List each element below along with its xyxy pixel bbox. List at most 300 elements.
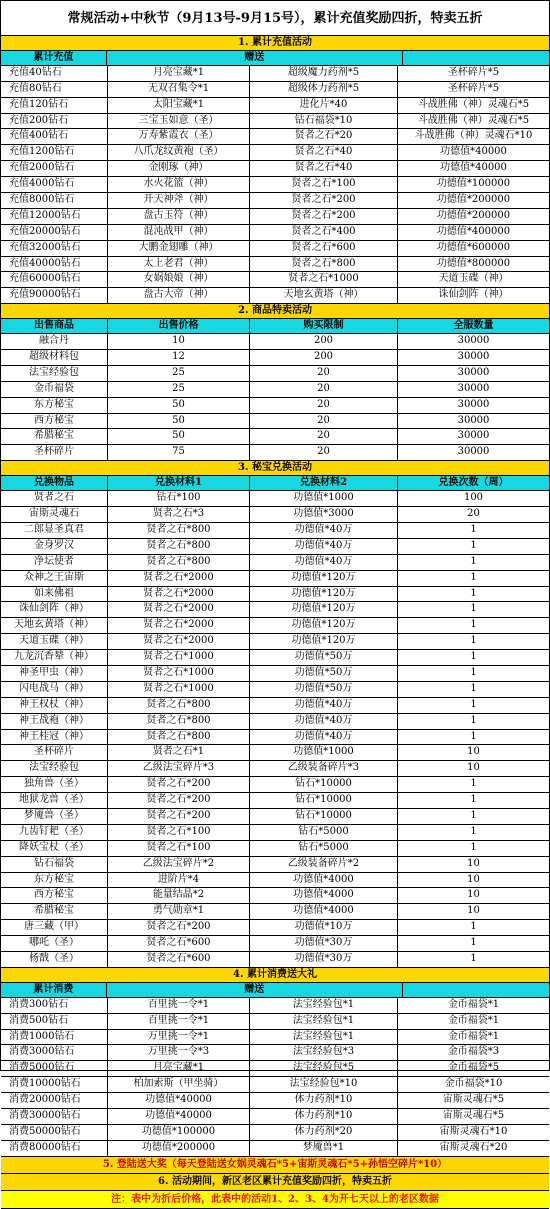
- table-cell: 女娲娘娘（神）: [108, 272, 250, 287]
- table-cell: 200: [250, 350, 398, 365]
- table-cell: 诛仙剑阵（神）: [1, 602, 108, 617]
- table-cell: 功德值*4000: [250, 873, 398, 888]
- table-cell: 宙斯灵魂石: [1, 507, 108, 522]
- table-row: [1, 382, 549, 398]
- table-cell: 贤者之石*40: [250, 161, 398, 176]
- table-cell: 充值20000钻石: [1, 225, 108, 240]
- table-row: [1, 841, 549, 857]
- table-cell: 功德值*120万: [250, 571, 398, 586]
- table-cell: 功德值*120万: [250, 587, 398, 602]
- table-cell: 充值120钻石: [1, 98, 108, 113]
- col-spend: 累计消费: [1, 983, 107, 997]
- table-cell: 消费500钻石: [1, 1014, 108, 1029]
- table-cell: 天道玉碟（神）: [438, 273, 509, 285]
- table-row: [1, 414, 549, 430]
- table-cell: 进化片*40: [250, 98, 398, 113]
- table-cell: 贤者之石*200: [108, 777, 250, 792]
- table-cell: 贤者之石*200: [108, 920, 250, 935]
- table-cell: 贤者之石*600: [108, 936, 250, 951]
- section4-table: [1, 998, 549, 1157]
- footnote: 注：表中为折后价格，此表中的活动1、2、3、4为开七天以上的老区数据: [1, 1191, 549, 1209]
- table-cell: 贤者之石*1000: [250, 272, 398, 287]
- page-title: 常规活动+中秋节（9月13号-9月15号），累计充值奖励四折，特卖五折: [1, 1, 549, 36]
- table-row: [1, 650, 549, 666]
- table-cell: 钻石*100: [108, 491, 250, 506]
- table-cell: 乙级装备碎片*2: [250, 857, 398, 872]
- table-row: [1, 225, 549, 241]
- table-row: [1, 873, 549, 889]
- table-cell: 10: [467, 746, 480, 758]
- table-cell: 贤者之石*600: [250, 241, 398, 256]
- table-cell: 充值2000钻石: [1, 161, 108, 176]
- table-row: [1, 777, 549, 793]
- table-cell: 体力药剂*10: [250, 1093, 398, 1108]
- table-cell: 梦魇兽（圣）: [1, 809, 108, 824]
- table-cell: 闪电战马（神）: [1, 682, 108, 697]
- table-cell: 百里挑一令*1: [108, 998, 250, 1013]
- table-cell: 钻石*5000: [250, 825, 398, 840]
- table-cell: 充值60000钻石: [1, 272, 108, 287]
- table-cell: 神王战袍（神）: [1, 714, 108, 729]
- table-cell: 1: [470, 809, 477, 821]
- table-cell: 净坛使者: [1, 555, 108, 570]
- col-gift: 赠送: [107, 983, 403, 997]
- table-cell: 圣杯碎片: [1, 745, 108, 760]
- table-cell: 贤者之石*600: [108, 952, 250, 967]
- col-server-qty: 全服数量: [398, 319, 549, 333]
- table-cell: 斗战胜佛（神）灵魂石*5: [417, 114, 530, 126]
- table-cell: 1: [470, 539, 477, 551]
- table-cell: 法宝经验包*1: [250, 1030, 398, 1045]
- table-row: [1, 193, 549, 209]
- table-cell: 1: [470, 635, 477, 647]
- table-cell: 消费30000钻石: [1, 1109, 108, 1124]
- table-cell: 贤者之石: [1, 491, 108, 506]
- table-cell: 贤者之石*40: [250, 145, 398, 160]
- table-cell: 盘古大帝（神）: [108, 288, 250, 303]
- table-cell: 杨戬（圣）: [1, 952, 108, 967]
- table-cell: 功德值*100000: [436, 178, 511, 190]
- table-cell: 30000: [457, 398, 490, 410]
- table-cell: 贤者之石*800: [108, 539, 250, 554]
- table-cell: 梦魇兽*1: [250, 1141, 398, 1156]
- table-row: [1, 272, 549, 288]
- table-cell: 贤者之石*1000: [108, 682, 250, 697]
- table-cell: 20: [250, 445, 398, 460]
- table-cell: 1: [470, 651, 477, 663]
- table-cell: 哪吒（圣）: [1, 936, 108, 951]
- table-cell: 希腊秘宝: [1, 429, 108, 444]
- table-cell: 圣杯碎片*5: [447, 66, 500, 78]
- table-row: [1, 507, 549, 523]
- table-cell: 乙级法宝碎片*3: [108, 761, 250, 776]
- table-cell: 体力药剂*20: [250, 1125, 398, 1140]
- table-row: [1, 745, 549, 761]
- table-cell: 众神之王宙斯: [1, 571, 108, 586]
- table-cell: 法宝经验包*10: [250, 1077, 398, 1092]
- table-row: [1, 857, 549, 873]
- section3-heading: 3. 秘宝兑换活动: [1, 461, 549, 476]
- table-cell: 1: [470, 952, 477, 964]
- table-cell: 功德值*40000: [440, 162, 507, 174]
- table-cell: 乙级装备碎片*3: [250, 761, 398, 776]
- table-cell: 充值40钻石: [1, 66, 108, 81]
- table-cell: 斗战胜佛（神）灵魂石*10: [414, 130, 533, 142]
- table-cell: 法宝经验包: [1, 761, 108, 776]
- table-row: [1, 888, 549, 904]
- table-row: [1, 714, 549, 730]
- table-cell: 贤者之石*1000: [108, 650, 250, 665]
- table-cell: 贤者之石*2000: [108, 618, 250, 633]
- table-cell: 天地玄黄塔（神）: [250, 288, 398, 303]
- table-cell: 贤者之石*2000: [108, 634, 250, 649]
- table-cell: 金币福袋*1: [447, 998, 500, 1010]
- table-cell: 30000: [457, 430, 490, 442]
- table-cell: 1: [470, 794, 477, 806]
- table-cell: 50: [108, 398, 250, 413]
- table-cell: 充值40000钻石: [1, 257, 108, 272]
- table-cell: 金身罗汉: [1, 539, 108, 554]
- table-cell: 1: [470, 682, 477, 694]
- table-cell: 宙斯灵魂石*10: [439, 1125, 508, 1137]
- table-cell: 30000: [457, 366, 490, 378]
- table-cell: 1: [470, 666, 477, 678]
- table-cell: 功德值*30万: [250, 952, 398, 967]
- table-row: [1, 936, 549, 952]
- section5-login-reward: 5. 登陆送大奖（每天登陆送女娲灵魂石*5+宙斯灵魂石*5+孙悟空碎片*10）: [1, 1157, 549, 1174]
- table-cell: 功德值*10万: [250, 920, 398, 935]
- table-cell: 10: [467, 905, 480, 917]
- table-cell: 30000: [457, 351, 490, 363]
- table-cell: 西方秘宝: [1, 414, 108, 429]
- col-weekly-count: 兑换次数（周）: [398, 476, 549, 490]
- table-cell: 消费3000钻石: [1, 1045, 108, 1060]
- table-cell: 诛仙剑阵（神）: [438, 289, 509, 301]
- table-cell: 25: [108, 382, 250, 397]
- table-row: [1, 539, 549, 555]
- section2-heading: 2. 商品特卖活动: [1, 304, 549, 319]
- table-cell: 盘古玉符（神）: [108, 209, 250, 224]
- table-row: [1, 114, 549, 130]
- table-cell: 贤者之石*2000: [108, 571, 250, 586]
- table-cell: 东方秘宝: [1, 873, 108, 888]
- table-cell: 功德值*40万: [250, 698, 398, 713]
- table-row: [1, 587, 549, 603]
- table-row: [1, 793, 549, 809]
- table-cell: 贤者之石*200: [250, 209, 398, 224]
- table-cell: 贤者之石*100: [250, 177, 398, 192]
- table-cell: 1: [470, 730, 477, 742]
- table-cell: 金刚琢（神）: [108, 161, 250, 176]
- table-cell: 钻石福袋*10: [250, 114, 398, 129]
- table-cell: 消费20000钻石: [1, 1093, 108, 1108]
- table-cell: 10: [467, 857, 480, 869]
- table-cell: 功德值*200000: [436, 194, 511, 206]
- table-row: [1, 523, 549, 539]
- table-row: [1, 666, 549, 682]
- table-cell: 钻石*10000: [250, 809, 398, 824]
- table-cell: 融合丹: [1, 334, 108, 349]
- table-cell: 法宝经验包*1: [250, 1014, 398, 1029]
- table-cell: 超级魔力药剂*5: [250, 66, 398, 81]
- col-price: 出售价格: [108, 319, 250, 333]
- table-row: [1, 177, 549, 193]
- col-gift-extra: [403, 983, 549, 997]
- table-cell: 功德值*100000: [108, 1125, 250, 1140]
- table-cell: 太上老君（神）: [108, 257, 250, 272]
- table-cell: 消费10000钻石: [1, 1077, 108, 1092]
- table-cell: 20: [467, 508, 480, 520]
- table-cell: 消费50000钻石: [1, 1125, 108, 1140]
- table-cell: 充值400钻石: [1, 129, 108, 144]
- table-cell: 贤者之石*2000: [108, 587, 250, 602]
- table-cell: 体力药剂*10: [250, 1109, 398, 1124]
- table-cell: 斗战胜佛（神）灵魂石*5: [417, 98, 530, 110]
- table-cell: 法宝经验包: [1, 366, 108, 381]
- table-cell: 贤者之石*2000: [108, 602, 250, 617]
- table-cell: 贤者之石*800: [250, 257, 398, 272]
- table-row: [1, 571, 549, 587]
- table-cell: 20: [250, 429, 398, 444]
- table-row: [1, 445, 549, 461]
- table-cell: 功德值*50万: [250, 682, 398, 697]
- table-cell: 10: [108, 334, 250, 349]
- table-cell: 贤者之石*200: [108, 809, 250, 824]
- table-cell: 神圣甲虫（神）: [1, 666, 108, 681]
- table-cell: 唐三藏（甲）: [1, 920, 108, 935]
- table-cell: 功德值*1000: [250, 491, 398, 506]
- table-cell: 50: [108, 414, 250, 429]
- table-cell: 法宝经验包*5: [250, 1061, 398, 1076]
- table-row: [1, 809, 549, 825]
- table-cell: 功德值*400000: [436, 225, 511, 237]
- table-row: [1, 161, 549, 177]
- table-cell: 九龙沉香辇（神）: [1, 650, 108, 665]
- table-cell: 贤者之石*100: [108, 841, 250, 856]
- table-cell: 1: [470, 555, 477, 567]
- table-cell: 贤者之石*800: [108, 523, 250, 538]
- table-cell: 圣杯碎片*5: [447, 82, 500, 94]
- table-cell: 二郎显圣真君: [1, 523, 108, 538]
- table-cell: 功德值*40000: [108, 1093, 250, 1108]
- table-cell: 金币福袋: [1, 382, 108, 397]
- table-cell: 功德值*40000: [108, 1109, 250, 1124]
- table-cell: 1: [470, 698, 477, 710]
- table-cell: 功德值*4000: [250, 904, 398, 919]
- table-cell: 混沌战甲（神）: [108, 225, 250, 240]
- table-cell: 金币福袋*1: [447, 1030, 500, 1042]
- table-cell: 功德值*40万: [250, 523, 398, 538]
- table-cell: 功德值*40万: [250, 555, 398, 570]
- table-cell: 地狱龙兽（圣）: [1, 793, 108, 808]
- table-cell: 充值12000钻石: [1, 209, 108, 224]
- col-material1: 兑换材料1: [108, 476, 250, 490]
- section3-table: [1, 491, 549, 968]
- table-cell: 金币福袋*1: [447, 1014, 500, 1026]
- table-cell: 希腊秘宝: [1, 904, 108, 919]
- table-cell: 功德值*4000: [250, 888, 398, 903]
- table-cell: 钻石*5000: [250, 841, 398, 856]
- table-row: [1, 1109, 549, 1125]
- table-cell: 100: [463, 492, 484, 504]
- table-cell: 功德值*40000: [440, 146, 507, 158]
- table-cell: 功德值*200000: [108, 1141, 250, 1156]
- table-cell: 九齿钉耙（圣）: [1, 825, 108, 840]
- table-cell: 20: [250, 366, 398, 381]
- table-cell: 宙斯灵魂石*20: [439, 1141, 508, 1153]
- table-cell: 功德值*40万: [250, 539, 398, 554]
- table-cell: 独角兽（圣）: [1, 777, 108, 792]
- table-row: [1, 129, 549, 145]
- table-cell: 功德值*120万: [250, 634, 398, 649]
- table-cell: 功德值*600000: [436, 241, 511, 253]
- section1-heading: 1. 累计充值活动: [1, 36, 549, 51]
- table-row: [1, 209, 549, 225]
- table-cell: 天地玄黄塔（神）: [1, 618, 108, 633]
- table-cell: 25: [108, 366, 250, 381]
- table-cell: 进阶片*4: [108, 873, 250, 888]
- table-cell: 10: [467, 873, 480, 885]
- table-cell: 功德值*120万: [250, 618, 398, 633]
- table-cell: 贤者之石*800: [108, 698, 250, 713]
- table-cell: 充值200钻石: [1, 114, 108, 129]
- table-cell: 1: [470, 841, 477, 853]
- table-cell: 1: [470, 523, 477, 535]
- table-cell: 充值90000钻石: [1, 288, 108, 303]
- table-cell: 钻石*10000: [250, 777, 398, 792]
- table-row: [1, 698, 549, 714]
- table-cell: 1: [470, 571, 477, 583]
- table-cell: 八爪龙纹黄袍（圣）: [108, 145, 250, 160]
- table-cell: 天道玉碟（神）: [1, 634, 108, 649]
- table-cell: 1: [470, 603, 477, 615]
- table-cell: 1: [470, 937, 477, 949]
- table-cell: 10: [467, 762, 480, 774]
- table-row: [1, 350, 549, 366]
- table-row: [1, 761, 549, 777]
- table-cell: 1: [470, 587, 477, 599]
- table-cell: 充值4000钻石: [1, 177, 108, 192]
- table-cell: 功德值*50万: [250, 650, 398, 665]
- section3-column-header: [1, 476, 549, 491]
- section1-table: [1, 66, 549, 304]
- table-cell: 贤者之石*200: [250, 193, 398, 208]
- table-cell: 消费80000钻石: [1, 1141, 108, 1156]
- table-cell: 无双召集令*1: [108, 82, 250, 97]
- table-cell: 大鹏金翅雕（神）: [108, 241, 250, 256]
- table-cell: 1: [470, 825, 477, 837]
- table-row: [1, 1077, 549, 1093]
- table-cell: 开天神斧（神）: [108, 193, 250, 208]
- table-cell: 百里挑一令*1: [108, 1014, 250, 1029]
- table-cell: 12: [108, 350, 250, 365]
- table-cell: 1: [470, 714, 477, 726]
- table-cell: 功德值*120万: [250, 602, 398, 617]
- table-cell: 钻石*10000: [250, 793, 398, 808]
- table-cell: 超级材料包: [1, 350, 108, 365]
- section1-column-header: [1, 51, 549, 66]
- col-exchange-item: 兑换物品: [1, 476, 108, 490]
- table-row: [1, 1125, 549, 1141]
- table-row: [1, 257, 549, 273]
- table-cell: 贤者之石*200: [108, 793, 250, 808]
- table-row: [1, 288, 549, 304]
- table-row: [1, 998, 549, 1014]
- table-cell: 神王权杖（神）: [1, 698, 108, 713]
- table-cell: 贤者之石*400: [250, 225, 398, 240]
- table-cell: 20: [250, 414, 398, 429]
- table-cell: 金币福袋*10: [444, 1078, 503, 1090]
- table-row: [1, 1093, 549, 1109]
- table-cell: 1: [470, 619, 477, 631]
- table-cell: 超级体力药剂*5: [250, 82, 398, 97]
- table-cell: 如来佛祖: [1, 587, 108, 602]
- table-cell: 金币福袋*3: [447, 1046, 500, 1058]
- table-row: [1, 730, 549, 746]
- table-row: [1, 682, 549, 698]
- table-row: [1, 398, 549, 414]
- table-cell: 20: [250, 382, 398, 397]
- table-row: [1, 241, 549, 257]
- table-cell: 柏加索斯（甲坐骑）: [108, 1077, 250, 1092]
- table-cell: 功德值*30万: [250, 936, 398, 951]
- table-cell: 万里挑一令*3: [108, 1045, 250, 1060]
- table-row: [1, 1045, 549, 1061]
- table-cell: 贤者之石*3: [108, 507, 250, 522]
- table-cell: 贤者之石*20: [250, 129, 398, 144]
- table-row: [1, 98, 549, 114]
- col-gift: 赠送: [107, 51, 403, 65]
- table-cell: 1: [470, 921, 477, 933]
- table-cell: 贤者之石*800: [108, 730, 250, 745]
- table-row: [1, 1141, 549, 1157]
- table-cell: 75: [108, 445, 250, 460]
- table-cell: 月亮宝藏*1: [108, 1061, 250, 1076]
- section4-heading: 4. 累计消费送大礼: [1, 968, 549, 983]
- table-cell: 消费5000钻石: [1, 1061, 108, 1076]
- table-row: [1, 145, 549, 161]
- table-cell: 消费1000钻石: [1, 1030, 108, 1045]
- table-cell: 贤者之石*100: [108, 825, 250, 840]
- table-cell: 功德值*40万: [250, 714, 398, 729]
- table-cell: 功德值*3000: [250, 507, 398, 522]
- section2-table: [1, 334, 549, 461]
- section2-column-header: [1, 319, 549, 334]
- table-cell: 50: [108, 429, 250, 444]
- col-material2: 兑换材料2: [250, 476, 398, 490]
- table-cell: 勇气勋章*1: [108, 904, 250, 919]
- table-cell: 30000: [457, 446, 490, 458]
- table-cell: 三宝玉如意（圣）: [108, 114, 250, 129]
- table-cell: 能量结晶*2: [108, 888, 250, 903]
- table-cell: 贤者之石*800: [108, 555, 250, 570]
- table-cell: 功德值*200000: [436, 209, 511, 221]
- table-cell: 万寿紫霞衣（圣）: [108, 129, 250, 144]
- table-cell: 消费300钻石: [1, 998, 108, 1013]
- table-cell: 宙斯灵魂石*5: [442, 1094, 505, 1106]
- table-row: [1, 66, 549, 82]
- table-cell: 月亮宝藏*1: [108, 66, 250, 81]
- table-row: [1, 952, 549, 968]
- table-row: [1, 904, 549, 920]
- table-cell: 金币福袋*5: [447, 1062, 500, 1074]
- table-cell: 充值32000钻石: [1, 241, 108, 256]
- table-cell: 1: [470, 778, 477, 790]
- section6-event-note: 6. 活动期间，新区老区累计充值奖励四折，特卖五折: [1, 1174, 549, 1191]
- table-cell: 功德值*1000: [250, 745, 398, 760]
- table-cell: 贤者之石*1000: [108, 666, 250, 681]
- table-cell: 10: [467, 889, 480, 901]
